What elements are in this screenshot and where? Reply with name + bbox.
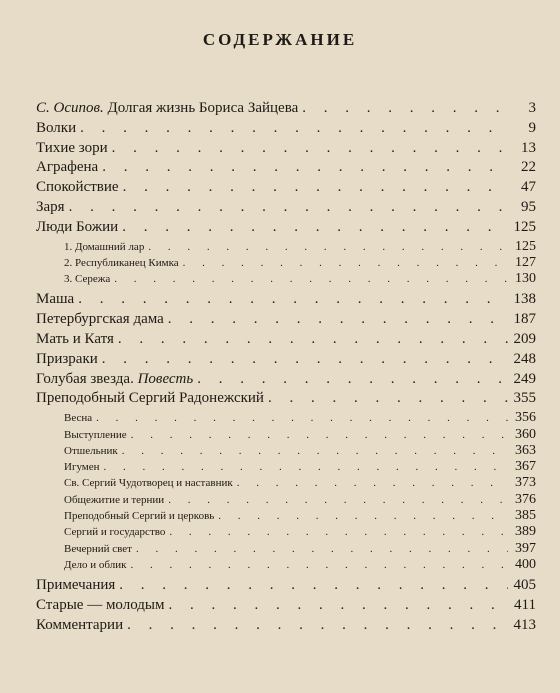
toc-entry-title: Преподобный Сергий Радонежский [36, 390, 264, 407]
toc-subentry [36, 239, 536, 255]
dot-leader [169, 526, 508, 538]
toc-entry-title: Отшельник [64, 444, 118, 457]
toc-entry-title: Дело и облик [64, 558, 127, 571]
dot-leader [114, 273, 508, 285]
page-number: 367 [515, 459, 536, 475]
toc-subentry [36, 524, 536, 540]
toc-entry-title: Аграфена [36, 159, 99, 176]
dot-leader [119, 577, 508, 594]
page-number: 3 [528, 100, 536, 116]
toc-entry-title: Мать и Катя [36, 331, 114, 348]
toc-subentry [36, 508, 536, 524]
page-number: 385 [515, 508, 536, 524]
toc-entry [36, 597, 536, 617]
toc-entry-title: Преподобный Сергий и церковь [64, 510, 215, 523]
toc-entry [36, 291, 536, 311]
dot-leader [96, 412, 508, 424]
toc-entry-title: Заря [36, 198, 65, 215]
toc-entry-title: Комментарии [36, 616, 124, 633]
toc-entry-title: Вечерний свет [64, 542, 132, 555]
page-number: 360 [515, 426, 536, 442]
toc-entry-title: Примечания [36, 577, 116, 594]
toc-entry-title: Общежитие и тернии [64, 493, 165, 506]
page-number: 411 [514, 597, 536, 614]
toc-entry [36, 159, 536, 179]
dot-leader [112, 140, 508, 157]
page-number: 373 [515, 475, 536, 491]
toc-subentry [36, 475, 536, 491]
toc-entry [36, 199, 536, 219]
page-number: 138 [513, 291, 536, 308]
page-number: 376 [515, 491, 536, 507]
dot-leader [130, 559, 508, 571]
dot-leader [237, 477, 508, 489]
toc-entry-title: 1. Домашний лар [64, 240, 145, 253]
toc-subentry [36, 557, 536, 573]
toc-entry [36, 351, 536, 371]
dot-leader [102, 159, 508, 176]
page-number: 248 [513, 350, 536, 367]
dot-leader [122, 219, 508, 236]
page-number: 209 [513, 331, 536, 348]
dot-leader [131, 429, 508, 441]
page-number: 22 [521, 159, 536, 176]
toc-entry [36, 371, 536, 391]
page-number: 397 [515, 540, 536, 556]
toc-entry-title: Св. Сергий Чудотворец и наставник [64, 477, 233, 490]
page-number: 355 [513, 390, 536, 407]
toc-subentry [36, 427, 536, 443]
page-number: 13 [521, 139, 536, 156]
page-number: 356 [515, 410, 536, 426]
toc-entry-title: Петербургская дама [36, 311, 164, 328]
toc-entry-title: Призраки [36, 350, 98, 367]
toc-entry [36, 331, 536, 351]
dot-leader [102, 351, 508, 368]
page-number: 127 [515, 254, 536, 270]
toc-subentry [36, 410, 536, 426]
dot-leader [268, 390, 508, 407]
dot-leader [80, 120, 508, 137]
page-number: 413 [513, 616, 536, 633]
toc-entry [36, 311, 536, 331]
toc-entry [36, 577, 536, 597]
dot-leader [218, 510, 508, 522]
dot-leader [197, 371, 508, 388]
toc-entry-title: Волки [36, 119, 77, 136]
toc-entry-title: 3. Сережа [64, 273, 111, 286]
toc-subentry [36, 255, 536, 271]
toc-entry-title: Голубая звезда. Повесть [36, 370, 194, 387]
dot-leader [118, 331, 508, 348]
dot-leader [169, 597, 509, 614]
page-number: 363 [515, 442, 536, 458]
toc-entry-title: Старые — молодым [36, 597, 165, 614]
page-title: СОДЕРЖАНИЕ [202, 30, 358, 49]
toc-subentry [36, 492, 536, 508]
toc-entry-title: Игумен [64, 461, 100, 474]
page-number: 9 [528, 119, 536, 136]
toc-entry [36, 120, 536, 140]
toc-entry-title: Выступление [64, 428, 127, 441]
dot-leader [123, 179, 508, 196]
page-number: 95 [521, 198, 536, 215]
toc-entry [36, 179, 536, 199]
toc-entry-title: С. Осипов. Долгая жизнь Бориса Зайцева [36, 100, 299, 116]
dot-leader [122, 445, 508, 457]
dot-leader [127, 617, 508, 634]
page-number: 405 [513, 577, 536, 594]
toc-entry [36, 100, 536, 120]
toc-entry [36, 140, 536, 160]
page-number: 125 [515, 238, 536, 254]
page-number: 249 [513, 370, 536, 387]
toc-entry-title: Спокойствие [36, 179, 119, 196]
toc-entry-title: Тихие зори [36, 139, 108, 156]
dot-leader [78, 291, 508, 308]
dot-leader [183, 257, 508, 269]
toc-entry [36, 390, 536, 410]
toc-entry-title: Люди Божии [36, 218, 119, 235]
dot-leader [104, 461, 508, 473]
dot-leader [302, 100, 508, 117]
table-of-contents [36, 100, 536, 637]
dot-leader [168, 494, 508, 506]
dot-leader [136, 543, 508, 555]
toc-entry-genre: Повесть [137, 370, 194, 387]
page-number: 400 [515, 556, 536, 572]
toc-subentry [36, 443, 536, 459]
page-number: 130 [515, 271, 536, 287]
toc-subentry [36, 271, 536, 287]
dot-leader [69, 199, 508, 216]
toc-entry-title: Маша [36, 291, 75, 308]
page-number: 389 [515, 524, 536, 540]
page-number: 125 [513, 218, 536, 235]
page-number: 187 [513, 311, 536, 328]
toc-subentry [36, 541, 536, 557]
toc-entry-title: Сергий и государство [64, 526, 166, 539]
page-number: 47 [521, 179, 536, 196]
toc-entry [36, 617, 536, 637]
toc-entry-title: 2. Республиканец Кимка [64, 256, 179, 269]
dot-leader [148, 241, 508, 253]
toc-subentry [36, 459, 536, 475]
toc-entry [36, 219, 536, 239]
toc-entry-author: С. Осипов. [36, 100, 104, 116]
toc-entry-title: Весна [64, 412, 93, 425]
dot-leader [168, 311, 508, 328]
